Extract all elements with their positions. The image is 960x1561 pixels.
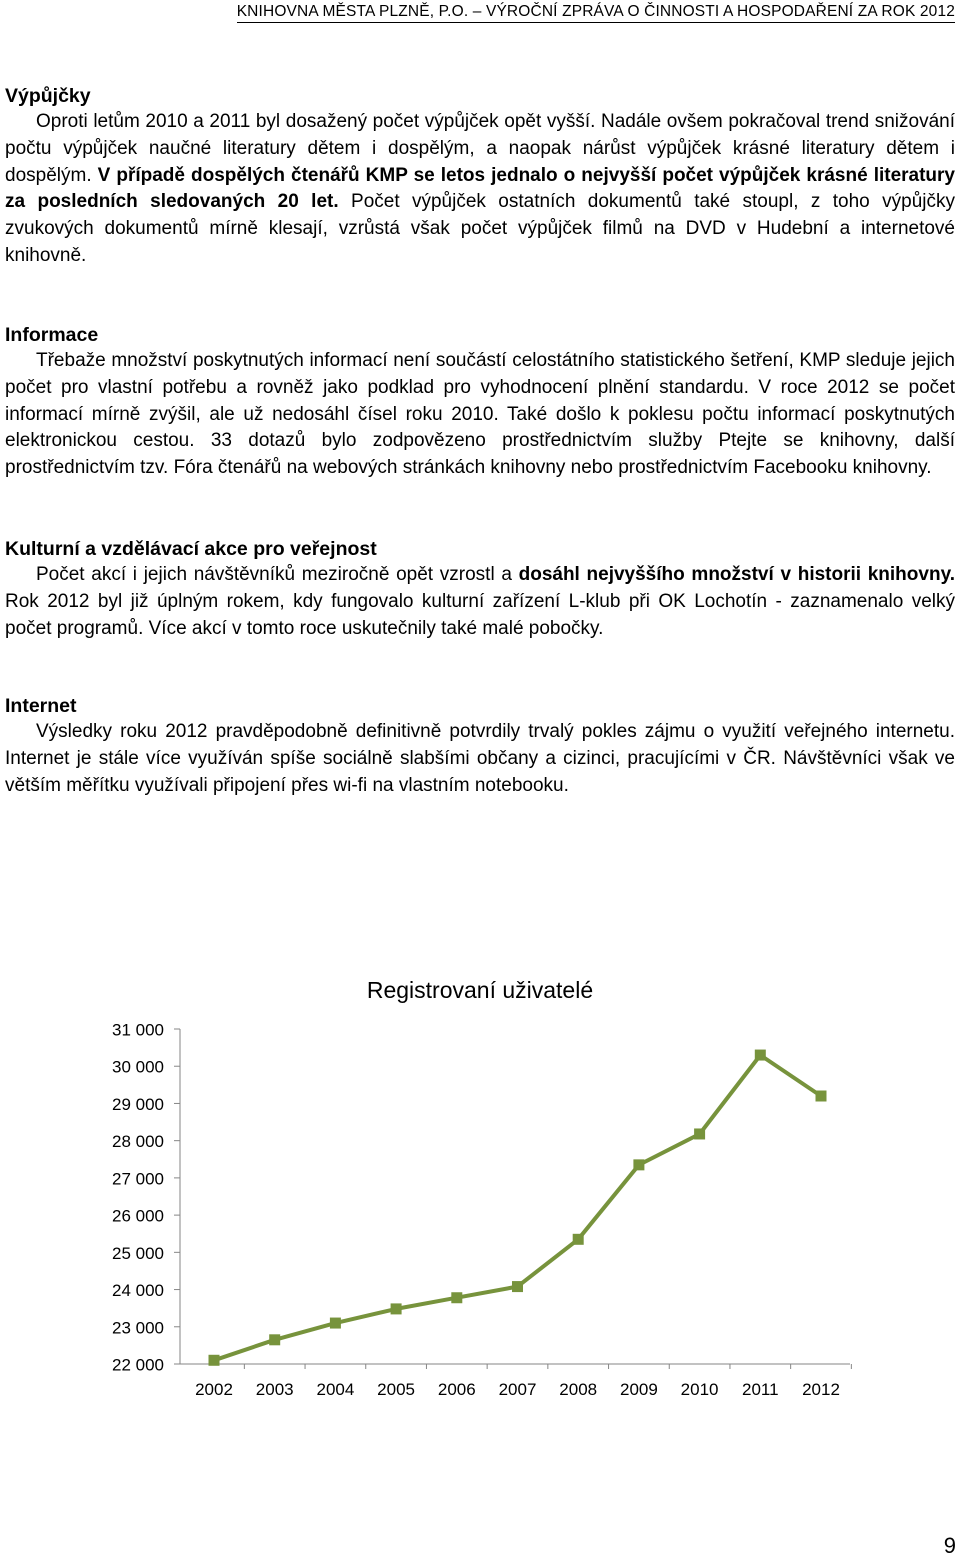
paragraph-bold-text: dosáhl nejvyššího množství v historii knihovny. (518, 564, 956, 585)
paragraph-text-end: Počet výpůjček ostatních dokumentů také stoupl, z toho výpůjčky zvukových dokumentů mírně klesají, vzrůstá však počet výpůjček filmů na DVD v Hudební a internetové knihovně. (5, 191, 955, 266)
data-point (755, 1050, 766, 1061)
paragraph-bold-text: V případě dospělých čtenářů KMP se letos jednalo o nejvyšší počet výpůjček krásné literatury za posledních sledovaných 20 let. (5, 164, 956, 213)
x-tick-label: 2003 (255, 1380, 294, 1399)
chart-title: Registrovaní uživatelé (366, 977, 594, 1003)
x-tick-label: 2011 (742, 1380, 779, 1399)
x-tick-label: 2005 (377, 1380, 416, 1399)
series-line (214, 1055, 821, 1360)
paragraph-text: Počet akcí i jejich návštěvníků meziročně opět vzrostl a (36, 564, 519, 585)
y-tick-label: 22 000 (112, 1355, 164, 1375)
data-point (694, 1128, 705, 1139)
heading-kultura: Kulturní a vzdělávací akce pro veřejnost (5, 538, 377, 560)
section-informace (5, 322, 955, 482)
section-vypujcky (5, 83, 955, 270)
data-point (816, 1091, 827, 1102)
x-tick-label: 2007 (498, 1380, 537, 1399)
x-tick-label: 2002 (195, 1380, 233, 1399)
data-point (451, 1292, 462, 1303)
header-rule (237, 22, 955, 23)
y-tick-label: 27 000 (112, 1169, 164, 1189)
y-tick-label: 28 000 (112, 1132, 164, 1152)
data-point (269, 1334, 280, 1345)
y-tick-label: 29 000 (112, 1094, 164, 1114)
paragraph-vypujcky (5, 109, 955, 270)
x-tick-label: 2006 (437, 1380, 476, 1399)
data-point (209, 1355, 220, 1366)
section-internet (5, 693, 955, 799)
heading-internet: Internet (5, 695, 77, 717)
data-point (512, 1281, 523, 1292)
x-tick-label: 2004 (316, 1380, 355, 1399)
section-kultura (5, 536, 955, 642)
y-tick-label: 30 000 (112, 1057, 164, 1077)
data-point (330, 1318, 341, 1329)
chart-svg (0, 960, 960, 1410)
page-number: 9 (943, 1533, 956, 1558)
x-tick-label: 2010 (680, 1380, 719, 1399)
paragraph-text: Oproti letům 2010 a 2011 byl dosažený počet výpůjček opět vyšší. Nadále ovšem pokračoval trend snižování počtu výpůjček naučné literatury dětem i dospělým, a naopak nárůst výpůjček krásné literatury dětem i dospělým. (5, 111, 955, 186)
registered-users-chart (0, 960, 960, 1410)
data-point (633, 1159, 644, 1170)
paragraph-kultura (5, 562, 955, 642)
paragraph-internet: Výsledky roku 2012 pravděpodobně definitivně potvrdily trvalý pokles zájmu o využití veřejného internetu. Internet je stále více využíván spíše sociálně slabšími občany a cizinci, pracujícími v ČR. Návštěvníci však ve větším měřítku využívali připojení přes wi-fi na vlastním notebooku. (5, 721, 955, 796)
y-tick-label: 25 000 (112, 1243, 164, 1263)
x-tick-label: 2008 (559, 1380, 598, 1399)
heading-informace: Informace (5, 324, 99, 346)
page-header (237, 3, 955, 21)
y-tick-label: 24 000 (112, 1281, 164, 1301)
y-tick-label: 31 000 (112, 1020, 164, 1040)
paragraph-text-end: Rok 2012 byl již úplným rokem, kdy fungovalo kulturní zařízení L-klub při OK Lochotín - zaznamenalo velký počet programů. Více akcí v tomto roce uskutečnily také malé pobočky. (5, 590, 955, 639)
x-tick-label: 2012 (802, 1380, 840, 1399)
heading-vypujcky: Výpůjčky (5, 85, 91, 107)
y-tick-label: 23 000 (112, 1318, 164, 1338)
paragraph-informace: Třebaže množství poskytnutých informací není součástí celostátního statistického šetření, KMP sleduje jejich počet pro vlastní potřebu a rovněž jako podklad pro vyhodnocení plnění standardu. V roce 2012 se počet informací mírně zvýšil, ale už nedosáhl čísel roku 2010. Také došlo k poklesu počtu informací poskytnutých elektronickou cestou. 33 dotazů bylo zodpovězeno prostřednictvím služby Ptejte se knihovny, další prostřednictvím tzv. Fóra čtenářů na webových stránkách knihovny nebo prostřednictvím Facebooku knihovny. (5, 350, 955, 479)
data-point (391, 1303, 402, 1314)
header-text: KNIHOVNA MĚSTA PLZNĚ, P.O. – VÝROČNÍ ZPRÁVA O ČINNOSTI A HOSPODAŘENÍ ZA ROK 2012 (236, 3, 955, 20)
data-point (573, 1234, 584, 1245)
x-tick-label: 2009 (619, 1380, 658, 1399)
y-tick-label: 26 000 (112, 1206, 164, 1226)
